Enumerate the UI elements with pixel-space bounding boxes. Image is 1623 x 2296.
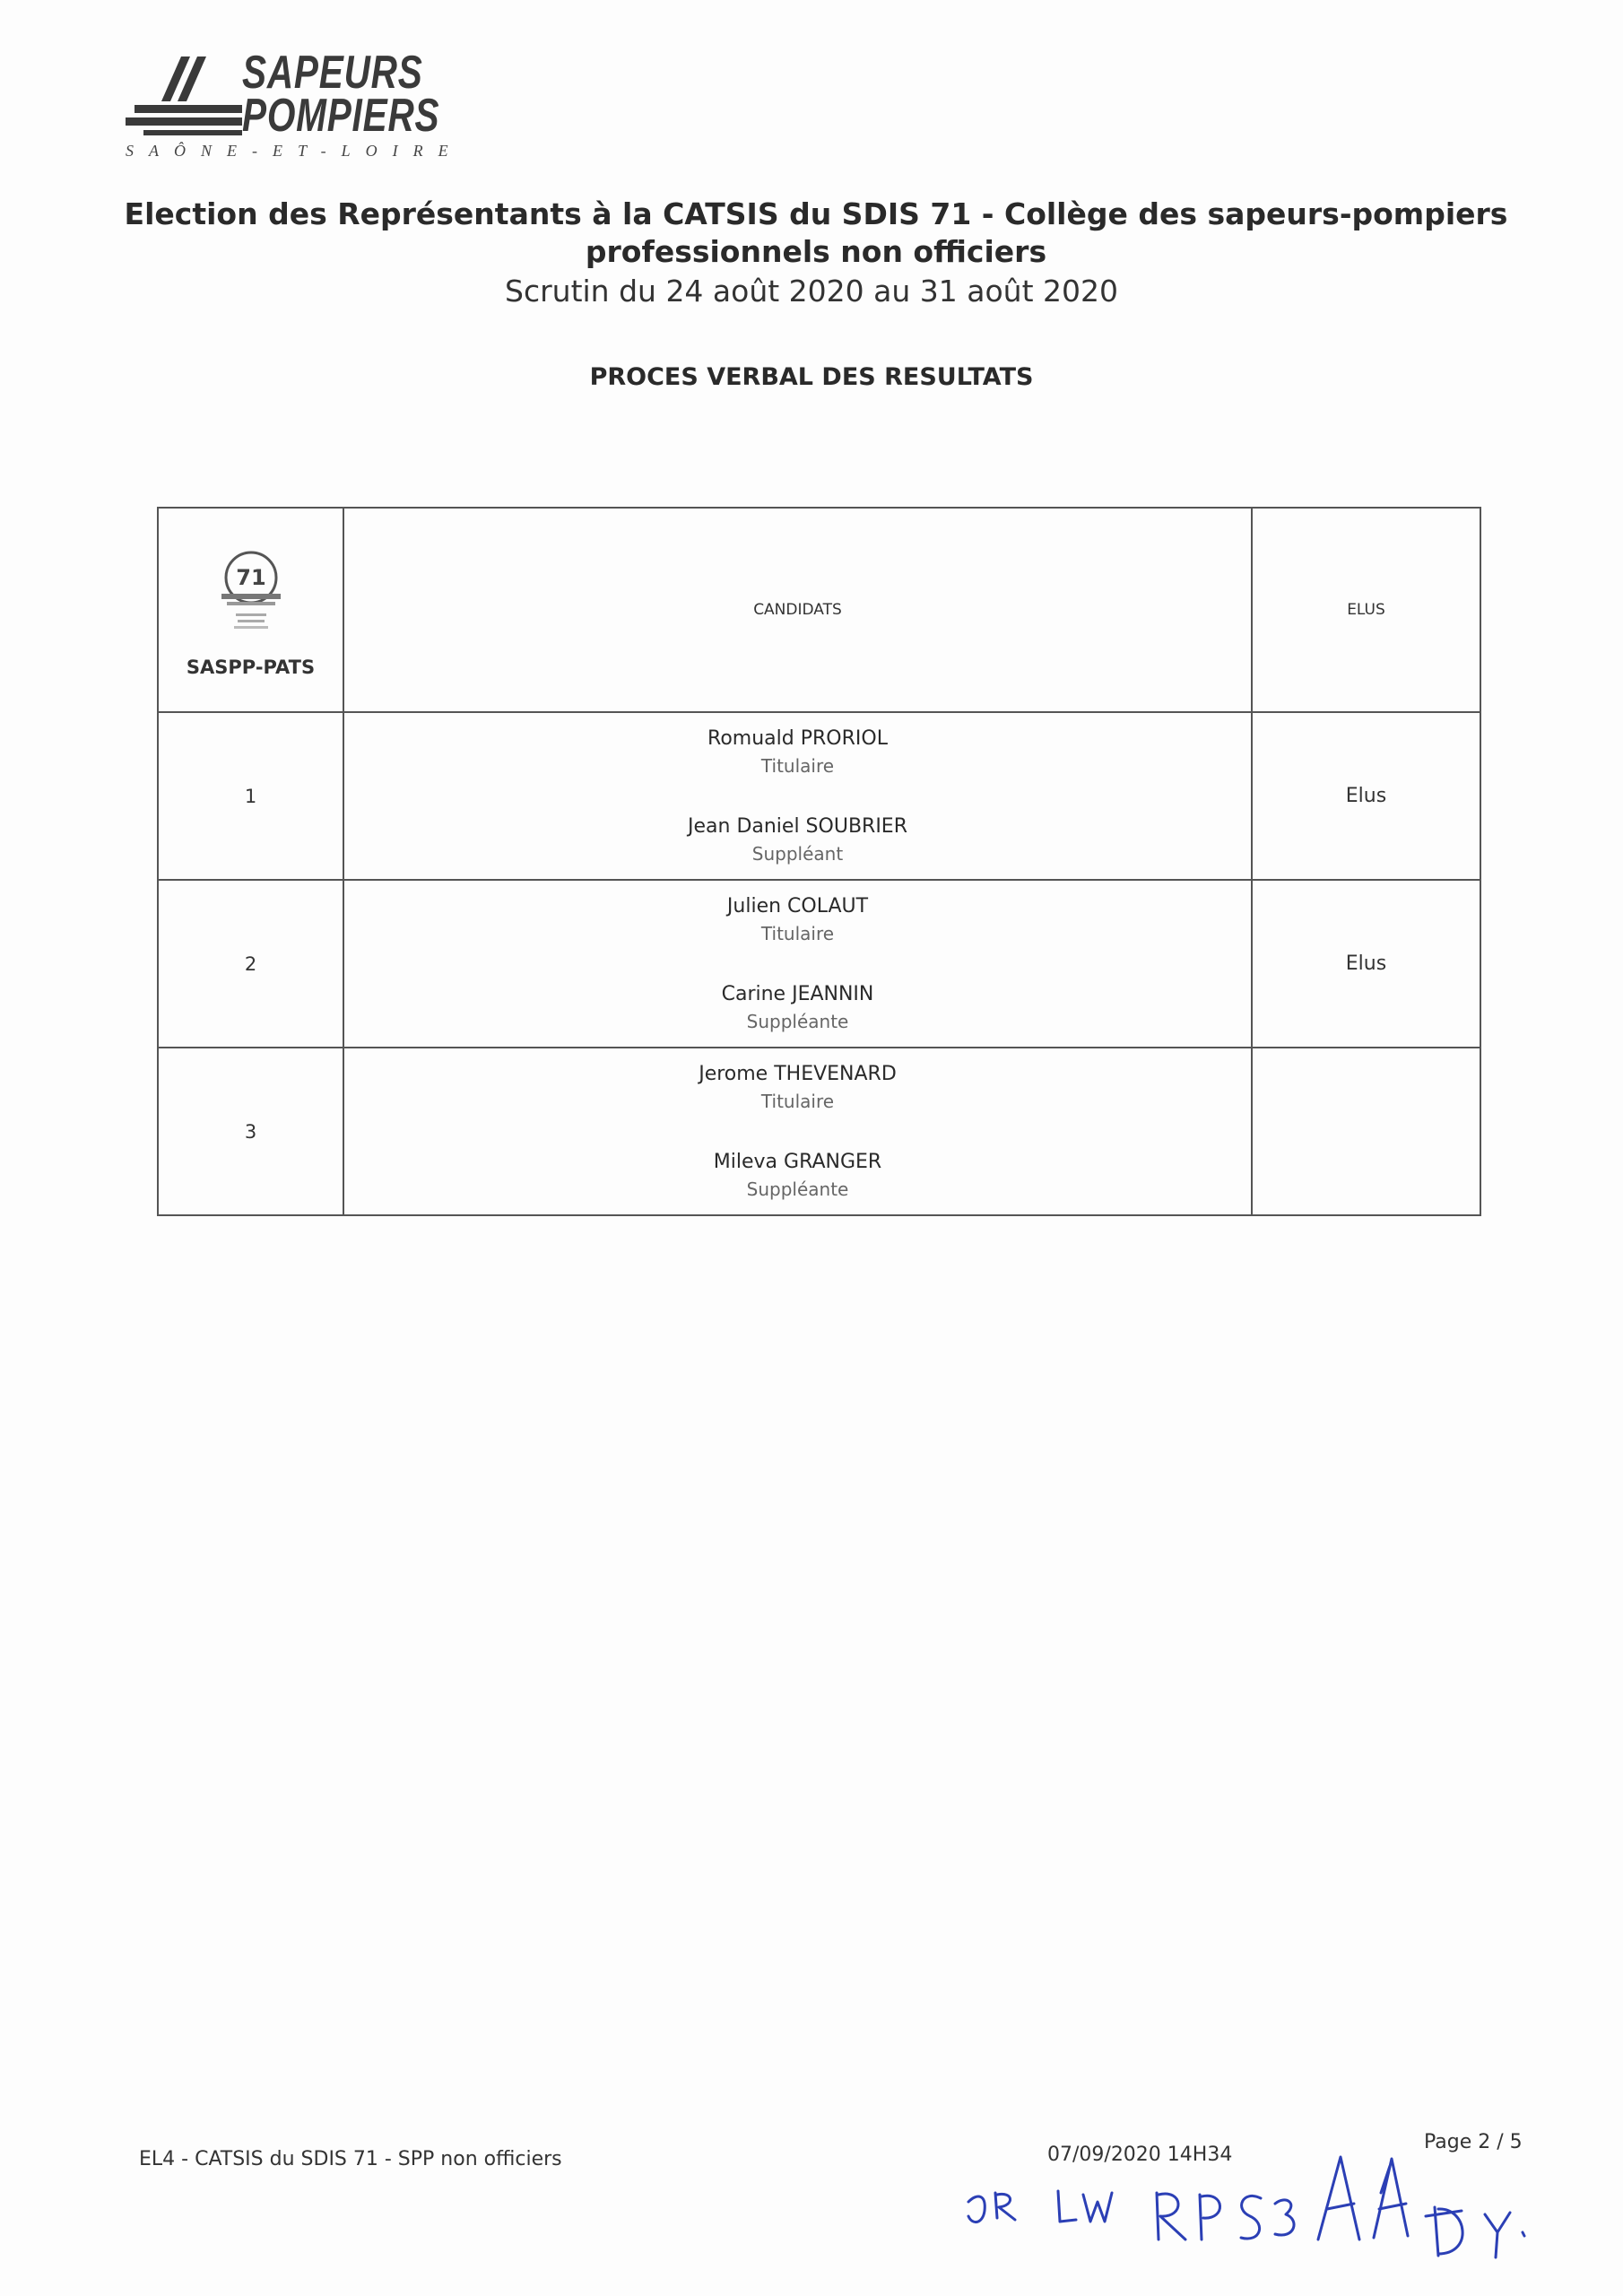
table-header-row [158, 508, 1480, 712]
candidats-header: CANDIDATS [343, 508, 1252, 712]
table-row [158, 712, 1480, 880]
suppleant-role: Suppléante [746, 1178, 849, 1200]
elus-header: ELUS [1252, 508, 1480, 712]
list-header-cell [158, 508, 343, 712]
titulaire-role: Titulaire [760, 1090, 835, 1112]
suppleant-name: Jean Daniel SOUBRIER [688, 814, 907, 838]
suppleant-role: Suppléant [751, 842, 844, 865]
sapeurs-pompiers-logo [126, 47, 464, 170]
table-row [158, 880, 1480, 1048]
logo-stripes-icon [126, 49, 251, 139]
rank-cell: 2 [158, 880, 343, 1048]
syndicat-71-logo-icon [202, 542, 300, 640]
results-table [157, 507, 1481, 1216]
list-name: SASPP-PATS [186, 657, 316, 678]
elus-cell: Elus [1252, 712, 1480, 880]
footer-datetime: 07/09/2020 14H34 [1047, 2144, 1233, 2166]
table-row [158, 1048, 1480, 1215]
logo-line-2: POMPIERS [242, 90, 440, 142]
titulaire-name: Romuald PRORIOL [707, 726, 888, 750]
elus-cell [1252, 1048, 1480, 1215]
section-heading: PROCES VERBAL DES RESULTATS [589, 363, 1034, 391]
elus-cell: Elus [1252, 880, 1480, 1048]
logo-line-3: SAÔNE-ET-LOIRE [126, 142, 464, 160]
suppleant-name: Mileva GRANGER [713, 1150, 882, 1173]
svg-text:71: 71 [235, 565, 266, 590]
suppleant-name: Carine JEANNIN [721, 982, 874, 1005]
titulaire-role: Titulaire [760, 922, 835, 944]
candidates-cell [343, 712, 1252, 880]
handwritten-initials-icon [959, 2139, 1569, 2274]
document-subtitle: Scrutin du 24 août 2020 au 31 août 2020 [505, 274, 1118, 309]
page-number: Page 2 / 5 [1424, 2131, 1523, 2153]
suppleant-role: Suppléante [746, 1010, 849, 1032]
candidates-cell [343, 880, 1252, 1048]
candidates-cell [343, 1048, 1252, 1215]
rank-cell: 3 [158, 1048, 343, 1215]
titulaire-name: Julien COLAUT [726, 894, 869, 918]
titulaire-name: Jerome THEVENARD [699, 1062, 897, 1085]
document-title: Election des Représentants à la CATSIS du SDIS 71 - Collège des sapeurs-pompiers professionnels non officiers [124, 196, 1508, 269]
titulaire-role: Titulaire [760, 754, 835, 777]
logo-line-1: SAPEURS [242, 47, 423, 99]
footer-reference: EL4 - CATSIS du SDIS 71 - SPP non officiers [139, 2148, 562, 2170]
rank-cell: 1 [158, 712, 343, 880]
